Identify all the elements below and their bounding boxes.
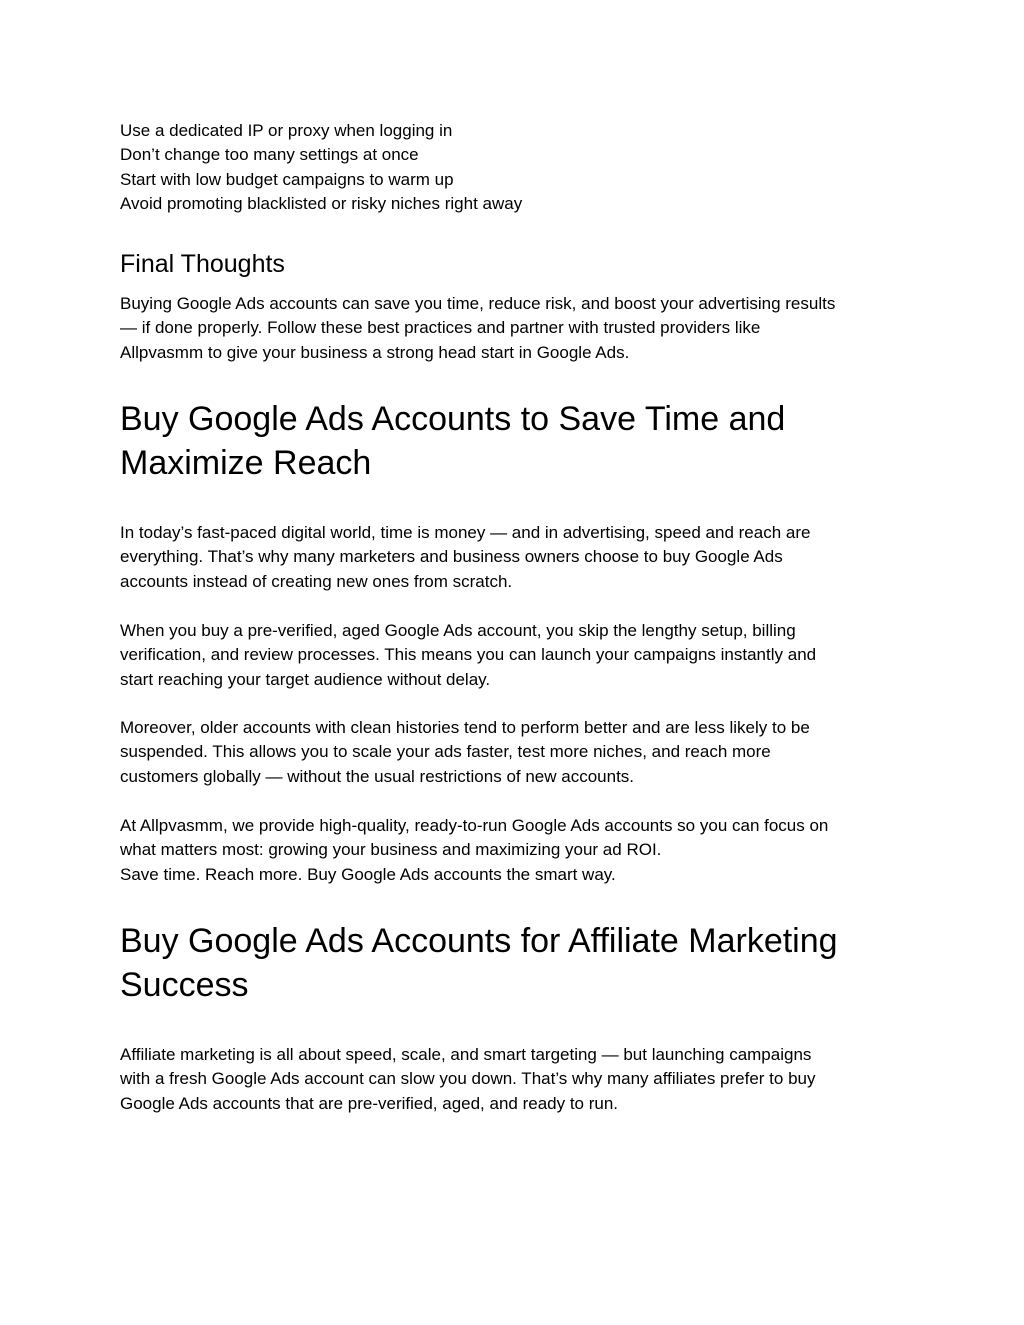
paragraph-line: — if done properly. Follow these best practices and partner with trusted providers like: [120, 318, 761, 338]
paragraph-line: start reaching your target audience without delay.: [120, 669, 491, 689]
paragraph-line: suspended. This allows you to scale your ads faster, test more niches, and reach more: [120, 742, 771, 762]
paragraph-line: Allpvasmm to give your business a strong head start in Google Ads.: [120, 342, 630, 362]
save-time-paragraph-2: [120, 619, 910, 692]
paragraph-line: Google Ads accounts that are pre-verified, aged, and ready to run.: [120, 1093, 619, 1113]
tip-item: Start with low budget campaigns to warm up: [120, 169, 454, 189]
paragraph-line: In today’s fast-paced digital world, time is money — and in advertising, speed and reach are: [120, 523, 811, 542]
save-time-paragraph-4: [120, 814, 910, 887]
tip-item: Use a dedicated IP or proxy when logging in: [120, 121, 453, 140]
paragraph-line: customers globally — without the usual restrictions of new accounts.: [120, 766, 635, 786]
paragraph-line: At Allpvasmm, we provide high-quality, ready-to-run Google Ads accounts so you can focus on: [120, 816, 829, 835]
tip-item: Don’t change too many settings at once: [120, 145, 419, 165]
heading-line: Buy Google Ads Accounts for Affiliate Marketing: [120, 922, 838, 960]
paragraph-line: verification, and review processes. This means you can launch your campaigns instantly and: [120, 645, 817, 665]
paragraph-line: with a fresh Google Ads account can slow you down. That’s why many affiliates prefer to buy: [120, 1069, 816, 1089]
paragraph-line: When you buy a pre-verified, aged Google Ads account, you skip the lengthy setup, billing: [120, 621, 796, 640]
paragraph-line: Moreover, older accounts with clean histories tend to perform better and are less likely to be: [120, 718, 810, 737]
affiliate-paragraph-1: [120, 1043, 910, 1116]
save-time-paragraph-3: [120, 716, 910, 789]
tips-list: [120, 119, 910, 217]
save-time-paragraph-1: [120, 521, 910, 594]
paragraph-line: Affiliate marketing is all about speed, scale, and smart targeting — but launching campaigns: [120, 1045, 812, 1064]
heading-line: Success: [120, 966, 249, 1004]
paragraph-line: Buying Google Ads accounts can save you time, reduce risk, and boost your advertising results: [120, 294, 836, 313]
affiliate-heading: [120, 919, 910, 1007]
final-thoughts-heading: Final Thoughts: [120, 250, 285, 278]
heading-line: Maximize Reach: [120, 444, 372, 482]
tip-item: Avoid promoting blacklisted or risky niches right away: [120, 194, 523, 214]
heading-line: Buy Google Ads Accounts to Save Time and: [120, 400, 786, 438]
paragraph-line: everything. That’s why many marketers and business owners choose to buy Google Ads: [120, 547, 783, 567]
paragraph-line: Save time. Reach more. Buy Google Ads accounts the smart way.: [120, 864, 616, 884]
paragraph-line: accounts instead of creating new ones from scratch.: [120, 571, 513, 591]
paragraph-line: what matters most: growing your business and maximizing your ad ROI.: [120, 840, 662, 860]
save-time-heading: [120, 397, 910, 485]
final-thoughts-paragraph: [120, 292, 910, 365]
